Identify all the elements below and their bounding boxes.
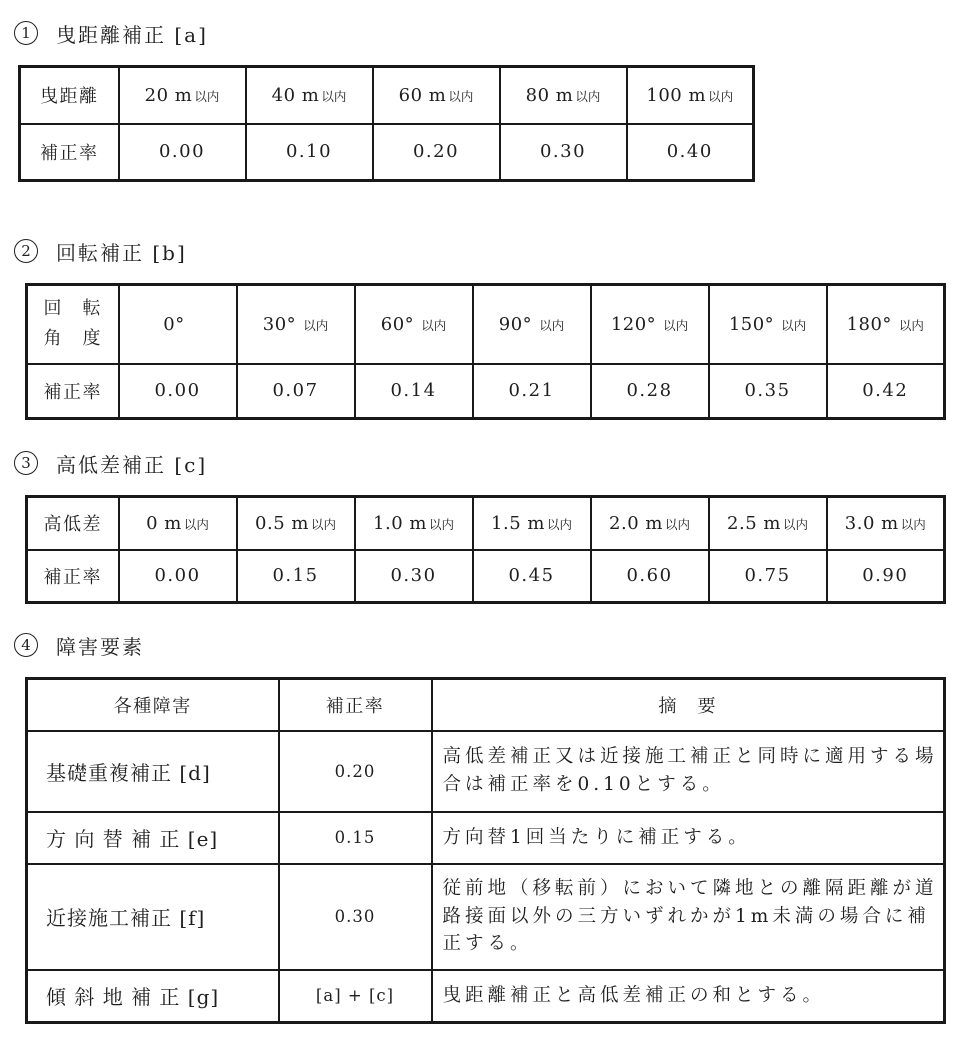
rate-value-cell: 0.15	[237, 550, 355, 603]
obstacle-row	[27, 970, 945, 1023]
within-suffix-text: 以内	[428, 516, 454, 532]
column-header-cell	[119, 67, 246, 124]
rate-value-cell: 0.15	[279, 812, 432, 864]
height-difference-table	[25, 495, 946, 604]
row-label-cell: 高低差	[27, 497, 119, 550]
section-title-text: 障害要素	[56, 634, 144, 659]
within-suffix-text: 以内	[303, 317, 329, 333]
summary-note-cell: 方向替1回当たりに補正する。	[432, 812, 945, 864]
threshold-text: 180°	[846, 313, 892, 335]
rate-value-cell: 0.30	[279, 864, 432, 970]
threshold-text: 0.5 m	[255, 512, 309, 534]
column-header-cell	[473, 285, 591, 364]
threshold-text: 0 m	[146, 512, 182, 534]
circled-number-icon	[14, 21, 38, 45]
column-header-cell	[119, 497, 237, 550]
column-header-cell	[237, 285, 355, 364]
obstacle-row	[27, 731, 945, 812]
threshold-text: 30°	[262, 313, 297, 335]
row-label-cell: 補正率	[20, 124, 119, 181]
section-title-text: 回転補正 [b]	[56, 240, 187, 265]
rate-value-cell: [a] + [c]	[279, 970, 432, 1023]
column-header-cell	[473, 497, 591, 550]
section-title	[14, 632, 974, 658]
rate-value-cell: 0.42	[827, 364, 945, 419]
within-suffix-text: 以内	[663, 317, 689, 333]
obstacle-name-cell: 方 向 替 補 正 [e]	[27, 812, 279, 864]
summary-note-cell: 従前地（移転前）において隣地との離隔距離が道路接面以外の三方いずれかが1m未満の場合に補正する。	[432, 864, 945, 970]
circled-number-text: 1	[21, 24, 31, 42]
row-label-line: 角 度	[43, 328, 102, 350]
column-header-cell	[373, 67, 500, 124]
within-suffix-text: 以内	[781, 317, 807, 333]
column-header-cell	[237, 497, 355, 550]
within-suffix-text: 以内	[575, 88, 601, 104]
threshold-text: 20 m	[144, 84, 193, 106]
circled-number-icon	[14, 239, 38, 263]
column-header-cell	[119, 285, 237, 364]
section-rotation-correction	[12, 238, 974, 420]
section-title-text: 高低差補正 [c]	[56, 452, 208, 477]
obstacle-name-cell: 近接施工補正 [f]	[27, 864, 279, 970]
rate-value-cell: 0.30	[500, 124, 627, 181]
column-header-cell	[355, 285, 473, 364]
drag-distance-table	[18, 65, 755, 182]
threshold-text: 2.0 m	[609, 512, 663, 534]
value-row	[27, 364, 945, 419]
row-label-cell	[27, 285, 119, 364]
column-header-cell	[827, 285, 945, 364]
obstacle-type-header-cell: 各種障害	[27, 679, 279, 731]
within-suffix-text: 以内	[708, 88, 734, 104]
section-height-difference-correction	[12, 450, 974, 604]
within-suffix-text: 以内	[664, 516, 690, 532]
summary-note-cell: 高低差補正又は近接施工補正と同時に適用する場合は補正率を0.10とする。	[432, 731, 945, 812]
rate-value-cell: 0.21	[473, 364, 591, 419]
threshold-text: 60°	[380, 313, 415, 335]
within-suffix-text: 以内	[539, 317, 565, 333]
column-header-cell	[709, 497, 827, 550]
rate-value-cell: 0.30	[355, 550, 473, 603]
row-label-cell: 曳距離	[20, 67, 119, 124]
threshold-text: 1.0 m	[373, 512, 427, 534]
rate-value-cell: 0.00	[119, 550, 237, 603]
row-label-line: 回 転	[43, 297, 102, 319]
value-row	[20, 124, 754, 181]
rate-value-cell: 0.35	[709, 364, 827, 419]
obstacle-name-cell: 基礎重複補正 [d]	[27, 731, 279, 812]
rate-value-cell: 0.00	[119, 364, 237, 419]
rate-value-cell: 0.20	[279, 731, 432, 812]
threshold-text: 40 m	[271, 84, 320, 106]
rate-value-cell: 0.14	[355, 364, 473, 419]
header-row	[27, 285, 945, 364]
section-obstacle-factors	[12, 632, 974, 1024]
rate-header-cell: 補正率	[279, 679, 432, 731]
row-label-cell: 補正率	[27, 364, 119, 419]
within-suffix-text: 以内	[310, 516, 336, 532]
rate-value-cell: 0.07	[237, 364, 355, 419]
threshold-text: 100 m	[646, 84, 707, 106]
within-suffix-text: 以内	[321, 88, 347, 104]
threshold-text: 120°	[610, 313, 657, 335]
circled-number-text: 3	[21, 454, 31, 472]
circled-number-text: 4	[21, 636, 31, 654]
header-row	[20, 67, 754, 124]
within-suffix-text: 以内	[183, 516, 209, 532]
threshold-text: 3.0 m	[844, 512, 899, 534]
threshold-text: 1.5 m	[491, 512, 545, 534]
column-header-cell	[500, 67, 627, 124]
obstacle-table	[25, 677, 946, 1024]
within-suffix-text: 以内	[194, 88, 220, 104]
column-header-cell	[591, 497, 709, 550]
rate-value-cell: 0.20	[373, 124, 500, 181]
within-suffix-text: 以内	[898, 317, 924, 333]
threshold-text: 60 m	[398, 84, 447, 106]
column-header-cell	[627, 67, 754, 124]
rate-value-cell: 0.60	[591, 550, 709, 603]
rotation-table	[25, 283, 946, 420]
threshold-text: 0°	[163, 313, 185, 335]
within-suffix-text: 以内	[546, 516, 572, 532]
obstacle-row	[27, 812, 945, 864]
column-header-cell	[709, 285, 827, 364]
rate-value-cell: 0.28	[591, 364, 709, 419]
section-title	[14, 238, 974, 264]
summary-header-cell: 摘 要	[432, 679, 945, 731]
header-row	[27, 679, 945, 731]
rate-value-cell: 0.40	[627, 124, 754, 181]
circled-number-text: 2	[21, 242, 31, 260]
section-drag-distance-correction	[12, 20, 974, 182]
obstacle-name-cell: 傾 斜 地 補 正 [g]	[27, 970, 279, 1023]
threshold-text: 80 m	[525, 84, 574, 106]
section-title-text: 曳距離補正 [a]	[56, 22, 208, 47]
column-header-cell	[827, 497, 945, 550]
section-title	[14, 20, 974, 46]
obstacle-row	[27, 864, 945, 970]
value-row	[27, 550, 945, 603]
column-header-cell	[591, 285, 709, 364]
rate-value-cell: 0.10	[246, 124, 373, 181]
threshold-text: 2.5 m	[727, 512, 781, 534]
header-row	[27, 497, 945, 550]
threshold-text: 150°	[728, 313, 775, 335]
column-header-cell	[246, 67, 373, 124]
within-suffix-text: 以内	[900, 516, 926, 532]
row-label-cell: 補正率	[27, 550, 119, 603]
within-suffix-text: 以内	[782, 516, 808, 532]
column-header-cell	[355, 497, 473, 550]
threshold-text: 90°	[498, 313, 533, 335]
circled-number-icon	[14, 633, 38, 657]
within-suffix-text: 以内	[448, 88, 474, 104]
rate-value-cell: 0.75	[709, 550, 827, 603]
within-suffix-text: 以内	[421, 317, 447, 333]
rate-value-cell: 0.90	[827, 550, 945, 603]
rate-value-cell: 0.00	[119, 124, 246, 181]
section-title	[14, 450, 974, 476]
rate-value-cell: 0.45	[473, 550, 591, 603]
circled-number-icon	[14, 451, 38, 475]
summary-note-cell: 曳距離補正と高低差補正の和とする。	[432, 970, 945, 1023]
